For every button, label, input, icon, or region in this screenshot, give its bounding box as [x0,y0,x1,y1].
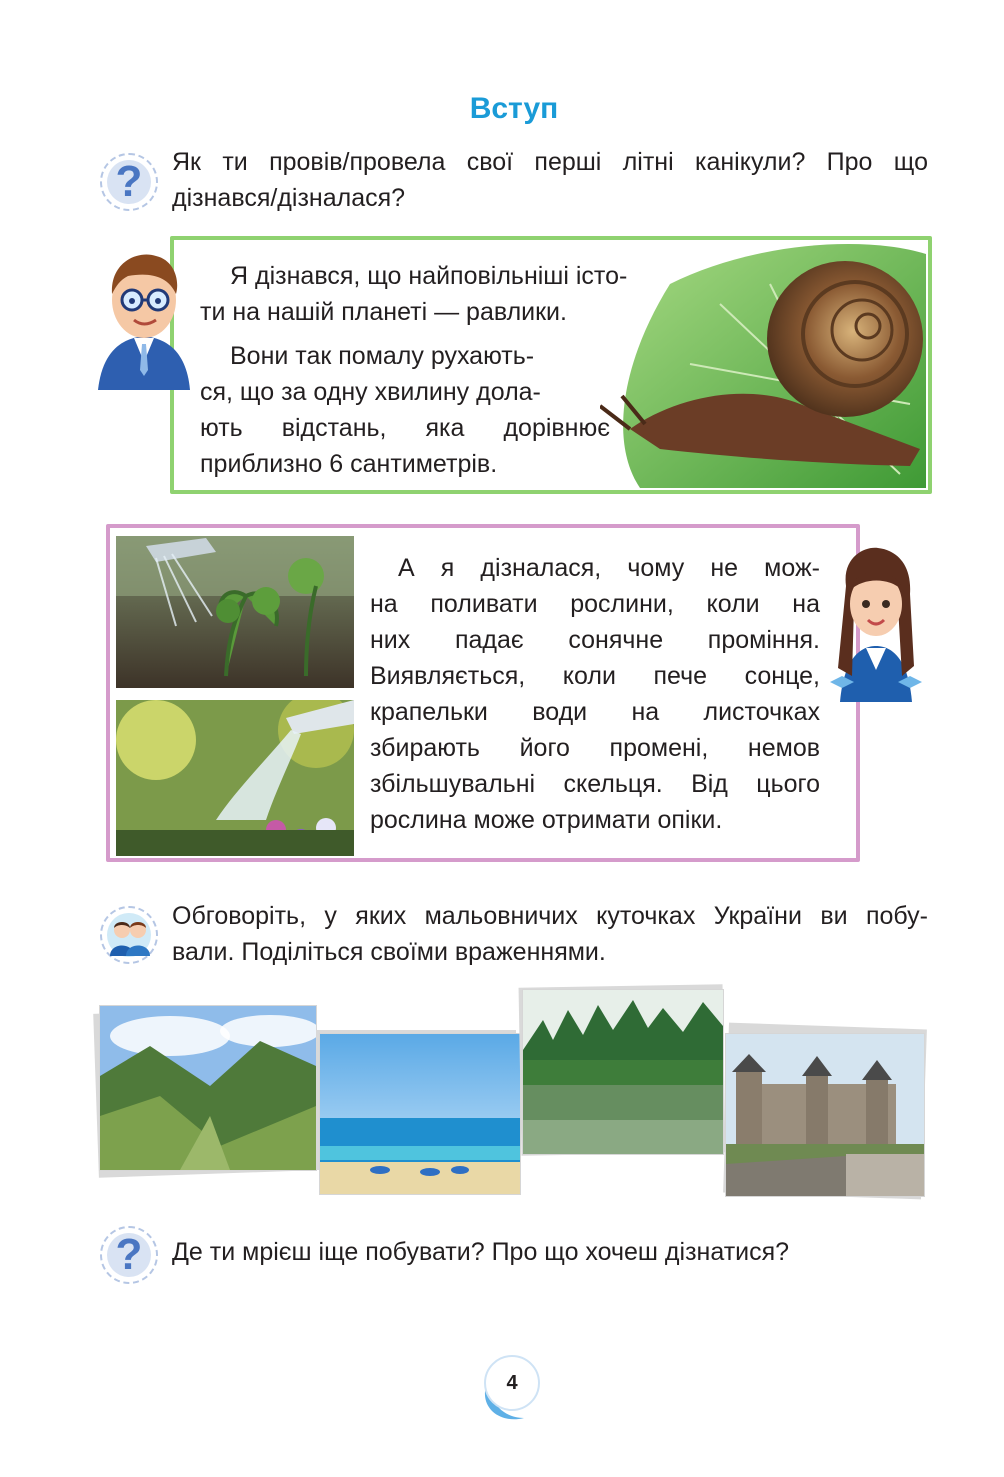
question-2-text: Де ти мрієш іще побувати? Про що хочеш дізнатися? [172,1238,790,1266]
watering-seedlings-photo [116,536,354,688]
discussion-line-2: вали. Поділіться своїми враженнями. [172,938,606,966]
question-1-text [172,144,928,216]
girl-line-4: Виявляється, коли пече сонце, [370,662,820,690]
question-icon: ? [100,153,158,211]
boy-p2-line-2: ся, що за одну хвилину дола- [200,378,541,406]
forest-lake-photo [523,990,723,1154]
boy-p2-line-3: ють відстань, яка дорівнює [200,414,610,442]
boy-p2-line-1: Вони так помалу рухають- [230,342,535,370]
boy-avatar [98,250,190,390]
question-1-line-2: дізнався/дізналася? [172,184,406,212]
girl-line-5: крапельки води на листочках [370,698,820,726]
page-title: Вступ [469,92,559,125]
mountains-photo [100,1006,316,1170]
boy-paragraph-1 [200,258,710,330]
boy-p1-line-2: ти на нашій планеті — равлики. [200,298,567,326]
girl-line-7: збільшувальні скельця. Від цього [370,770,820,798]
discussion-line-1: Обговоріть, у яких мальовничих куточках України ви побу- [172,902,928,930]
watering-flowers-photo [116,700,354,856]
boy-paragraph-2 [200,338,610,482]
castle-photo [726,1034,924,1196]
page-number: 4 [506,1372,518,1394]
boy-p1-line-1: Я дізнався, що найповільніші істо- [230,262,628,290]
girl-line-2: на поливати рослини, коли на [370,590,820,618]
discussion-text [172,898,928,970]
page-number-badge [484,1355,540,1411]
girl-paragraph [370,550,820,838]
girl-line-6: збирають його промені, немов [370,734,820,762]
question-1-line-1: Як ти провів/провела свої перші літні канікули? Про що [172,148,928,176]
discussion-pair-icon [100,906,158,964]
sea-beach-photo [320,1034,520,1194]
boy-p2-line-4: приблизно 6 сантиметрів. [200,450,498,478]
girl-line-8: рослина може отримати опіки. [370,806,723,834]
girl-line-3: них падає сонячне проміння. [370,626,820,654]
question-icon-2: ? [100,1226,158,1284]
girl-avatar [826,546,926,702]
girl-line-1: А я дізналася, чому не мож- [398,554,820,582]
